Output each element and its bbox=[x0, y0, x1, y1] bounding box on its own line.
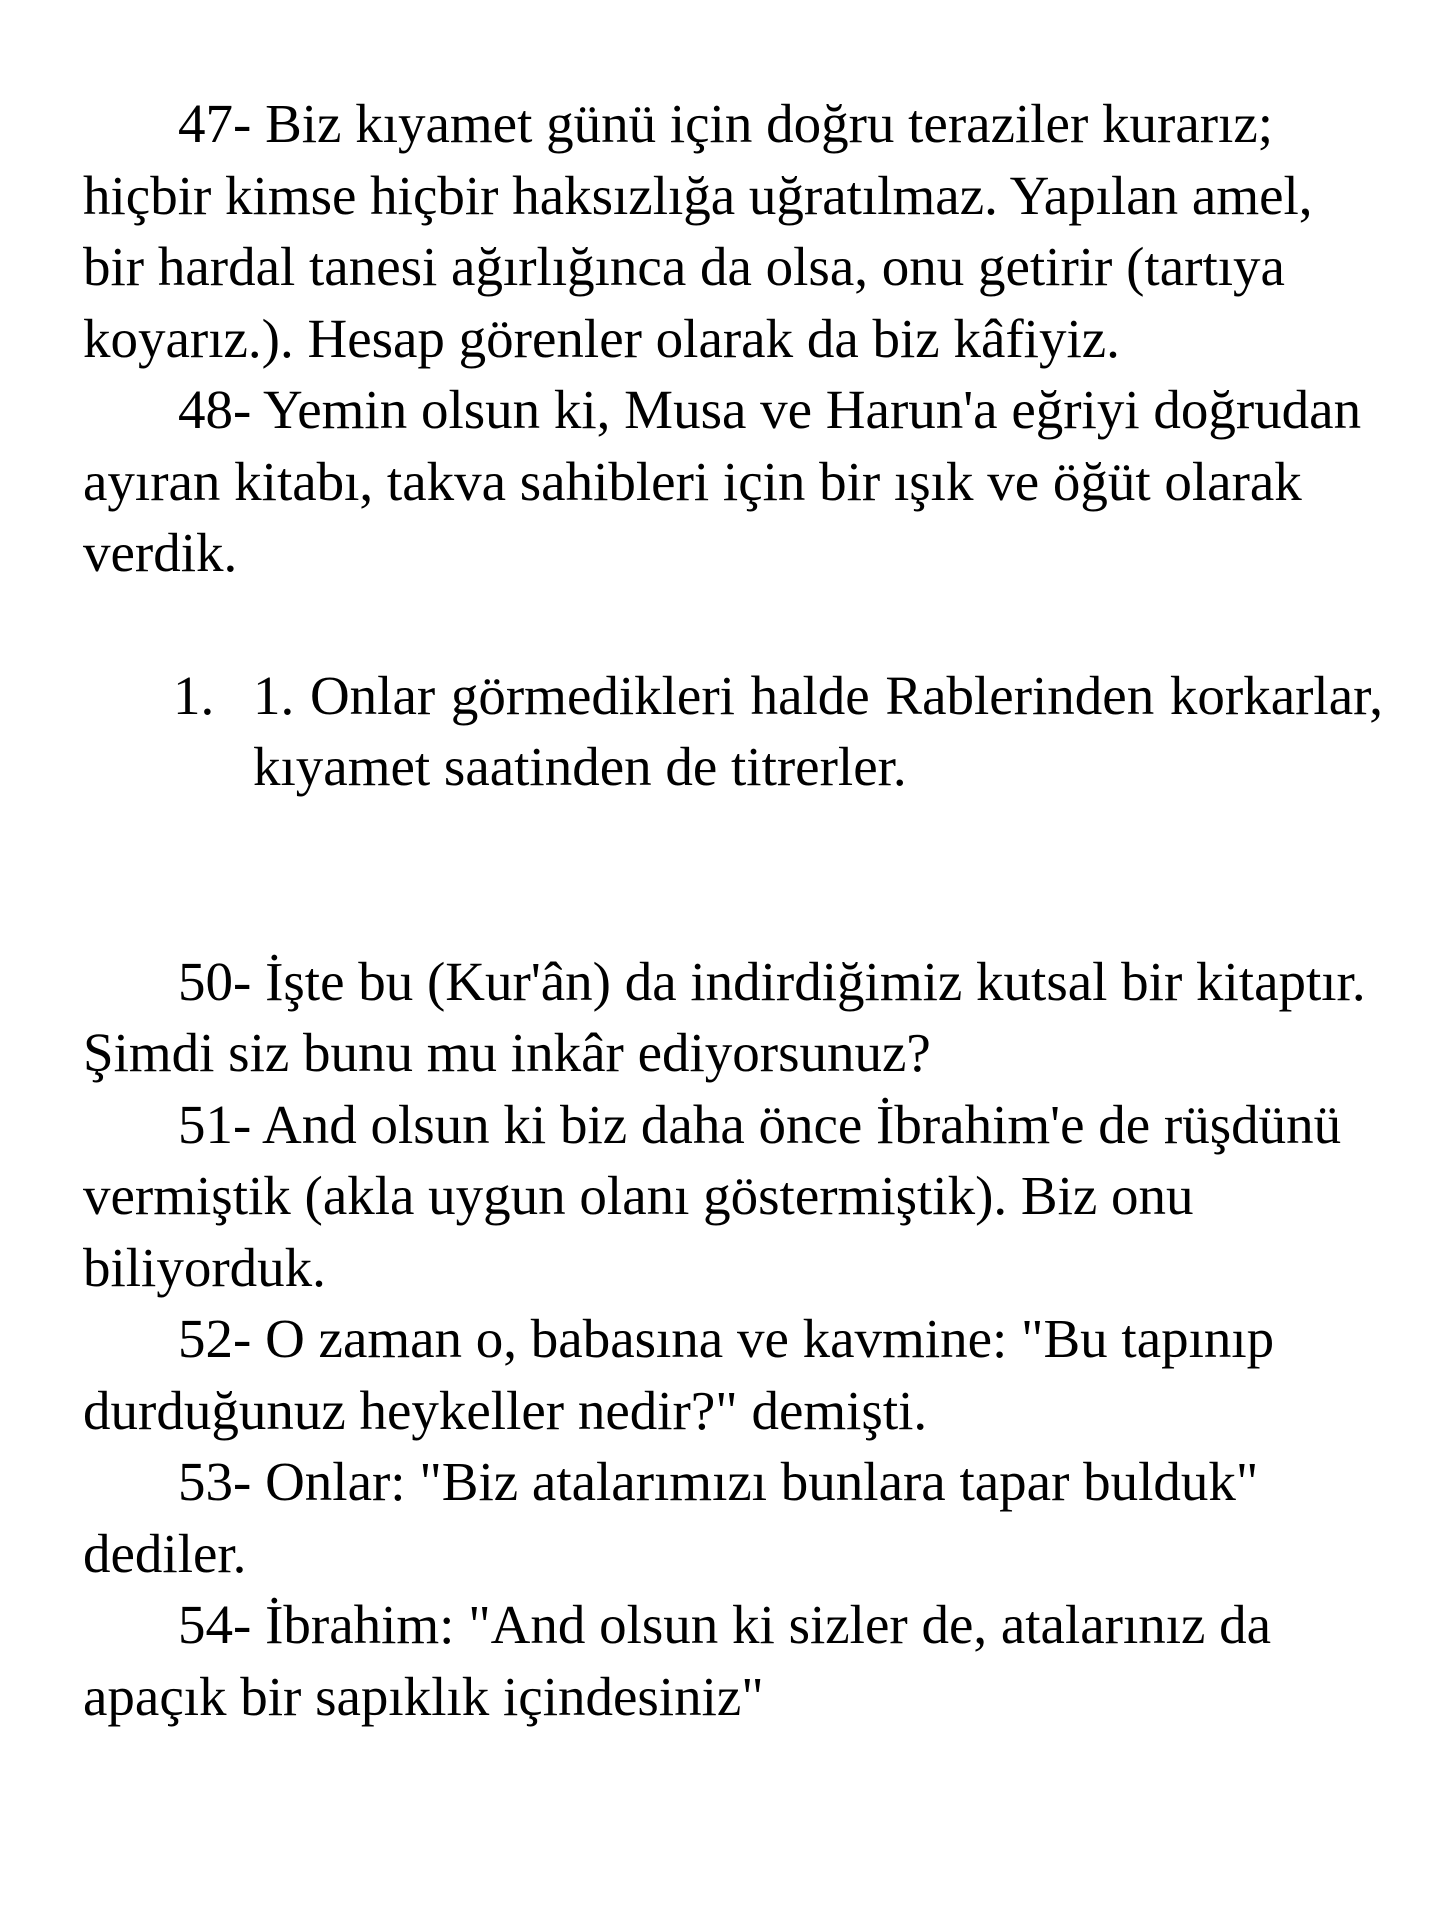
verse-48: 48- Yemin olsun ki, Musa ve Harun'a eğriyi doğrudan ayıran kitabı, takva sahibleri için bir ışık ve öğüt olarak verdik. bbox=[83, 379, 1362, 583]
verse-50: 50- İşte bu (Kur'ân) da indirdiğimiz kutsal bir kitaptır. Şimdi siz bunu mu inkâr ediyorsunuz? bbox=[83, 950, 1366, 1083]
document-page bbox=[83, 88, 1383, 1732]
numbered-list-item bbox=[83, 660, 1383, 803]
verse-54: 54- İbrahim: "And olsun ki sizler de, atalarınız da apaçık bir sapıklık içindesiniz" bbox=[83, 1594, 1272, 1727]
list-marker: 1. bbox=[173, 664, 215, 726]
verse-52: 52- O zaman o, babasına ve kavmine: "Bu tapınıp durduğunuz heykeller nedir?" demişti. bbox=[83, 1308, 1275, 1441]
verse-51: 51- And olsun ki biz daha önce İbrahim'e de rüşdünü vermiştik (akla uygun olanı göstermiştik). Biz onu biliyorduk. bbox=[83, 1093, 1342, 1298]
list-item-text: 1. Onlar görmedikleri halde Rablerinden korkarlar, kıyamet saatinden de titrerler. bbox=[253, 664, 1383, 797]
verse-47: 47- Biz kıyamet günü için doğru teraziler kurarız; hiçbir kimse hiçbir haksızlığa uğratılmaz. Yapılan amel, bir hardal tanesi ağırlığınca da olsa, onu getirir (tartıya koyarız.). Hesap görenler olarak da biz kâfiyiz. bbox=[83, 93, 1313, 369]
verse-53: 53- Onlar: "Biz atalarımızı bunlara tapar bulduk" dediler. bbox=[83, 1451, 1259, 1584]
